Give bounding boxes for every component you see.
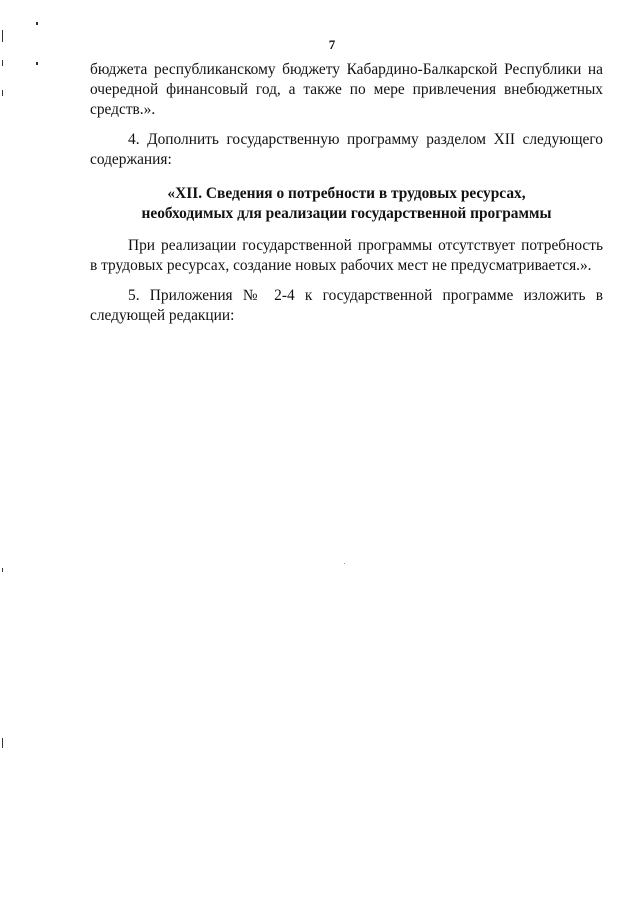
scan-mark [344,563,345,564]
paragraph-item-4: 4. Дополнить государственную программу разделом XII следующего содержания: [90,131,603,168]
paragraph-budget-continuation: бюджета республиканскому бюджету Кабардино-Балкарской Республики на очередной финансовый год, а также по мере привлечения внебюджетных средств.». [90,61,603,118]
scan-mark [2,738,3,748]
scan-mark [36,22,38,25]
scan-mark [2,30,3,42]
scan-mark [2,568,3,572]
scan-mark [2,90,3,96]
scan-mark [2,60,3,66]
page-number: 7 [328,37,336,52]
section-heading-line-2: необходимых для реализации государственной программы [141,205,552,222]
paragraph-item-5: 5. Приложения № 2-4 к государственной программе изложить в следующей редакции: [90,287,603,324]
scan-mark [36,62,38,65]
section-heading-line-1: «XII. Сведения о потребности в трудовых ресурсах, [167,185,526,202]
section-heading [90,184,603,224]
paragraph-labor-resources: При реализации государственной программы отсутствует потребность в трудовых ресурсах, создание новых рабочих мест не предусматривается.». [90,237,603,274]
